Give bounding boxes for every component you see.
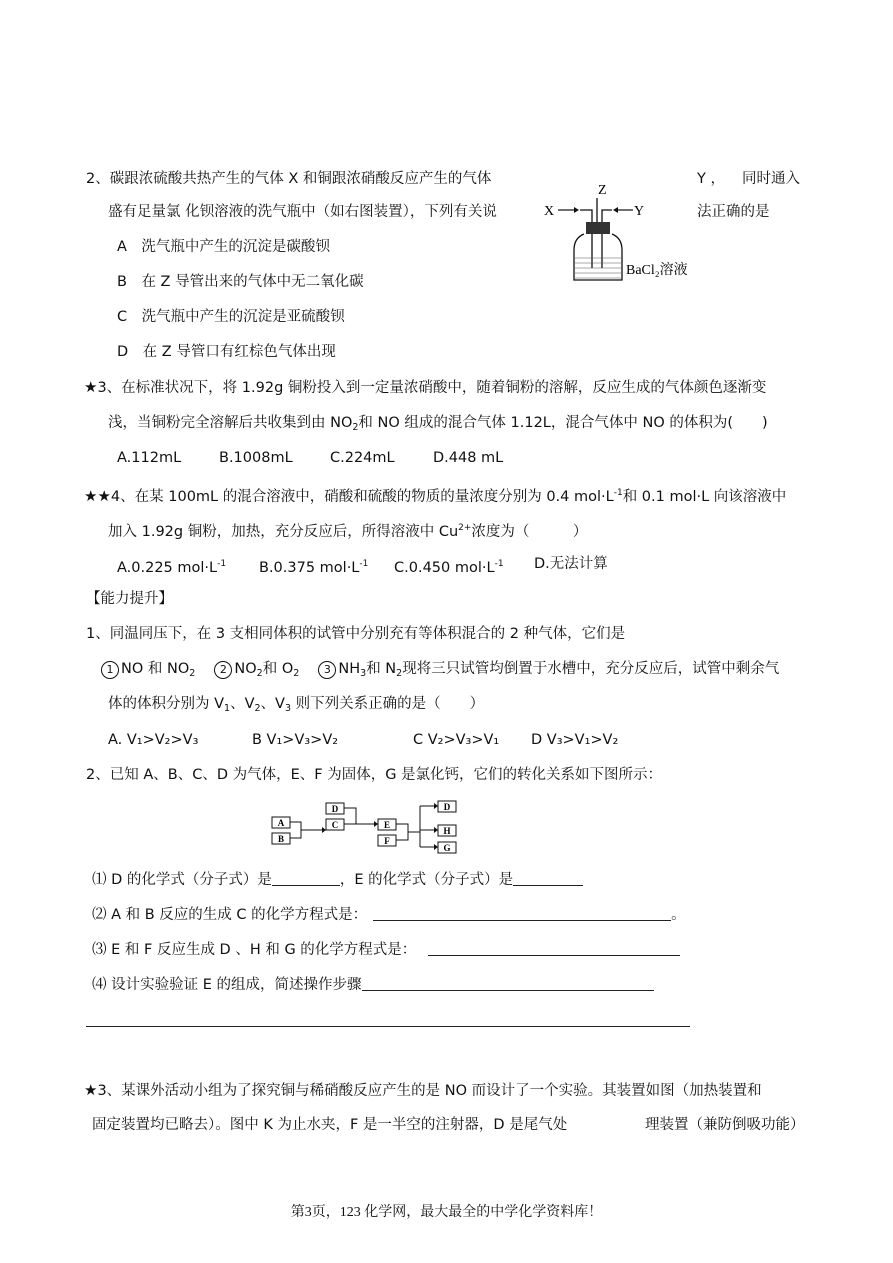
q3-option-d: D.448 mL	[433, 450, 504, 466]
solution-label: BaCl₂溶液	[626, 263, 688, 278]
box-f: F	[384, 836, 390, 846]
box-g: G	[443, 843, 451, 853]
label-y: Y	[634, 204, 645, 219]
p1-option-b: B V₁>V₃>V₂	[252, 732, 339, 748]
answer-line	[86, 1026, 690, 1027]
q3-option-c: C.224mL	[330, 450, 395, 466]
p2-sub3: ⑶ E 和 F 反应生成 D 、H 和 G 的化学方程式是：	[92, 940, 680, 960]
q4-option-a: A.0.225 $mol\cdot L^{-1}$	[117, 559, 227, 576]
q3-option-a: A.112mL	[117, 450, 182, 466]
p2-sub4: ⑷ 设计实验验证 E 的组成，简述操作步骤	[92, 975, 654, 995]
box-e: E	[383, 820, 391, 830]
p1-option-d: D V₃>V₁>V₂	[531, 732, 619, 748]
q2-line2: 盛有足量氯 化钡溶液的洗气瓶中（如右图装置），下列有关说	[108, 204, 497, 220]
p3-line1: ★3、某课外活动小组为了探究铜与稀硝酸反应产生的是 NO 而设计了一个实验。其装置如图（加热装置和	[84, 1081, 762, 1099]
page-footer: 第3页，123 化学网，最大最全的中学化学资料库！	[290, 1205, 603, 1220]
box-h: H	[443, 826, 451, 836]
p2-line1: 2、已知 A、B、C、D 为气体，E、F 为固体，G 是氯化钙，它们的转化关系如下图所示：	[86, 767, 663, 783]
q4-line2: 加入 1.92g 铜粉，加热，充分反应后，所得溶液中 $Cu^{2+}$浓度为（ ）	[108, 523, 588, 540]
box-d1: D	[331, 804, 339, 814]
q2-option-c: C 洗气瓶中产生的沉淀是亚硫酸钡	[117, 309, 345, 325]
q2-option-b: B 在 Z 导管出来的气体中无二氧化碳	[117, 274, 364, 290]
p2-sub2: ⑵ A 和 B 反应的生成 C 的化学方程式是： 。	[92, 907, 686, 923]
q2-line1: 2、碳跟浓硫酸共热产生的气体 X 和铜跟浓硝酸反应产生的气体	[86, 171, 492, 187]
q4-line1: ★★4、在某 100mL 的混合溶液中，硝酸和硫酸的物质的量浓度分别为 0.4 $mol\cdot L^{-1}$和 0.1 mol·L 向该溶液中	[84, 487, 787, 505]
q2-option-a: A 洗气瓶中产生的沉淀是碳酸钡	[117, 239, 330, 255]
wash-bottle-apparatus	[540, 180, 700, 290]
q4-option-c: C.0.450 $mol\cdot L^{-1}$	[394, 559, 504, 576]
p1-option-a: A. V₁>V₂>V₃	[108, 732, 199, 748]
q2-option-d: D 在 Z 导管口有红棕色气体出现	[117, 344, 336, 360]
section-heading: 【能力提升】	[86, 591, 173, 607]
box-a: A	[277, 818, 285, 828]
q3-line2: 浅，当铜粉完全溶解后共收集到由 $NO_2$和 NO 组成的混合气体 1.12L，混合气体中 NO 的体积为( )	[108, 415, 768, 433]
q4-option-d: D.无法计算	[534, 556, 608, 572]
p1-line1: 1、同温同压下，在 3 支相同体积的试管中分别充有等体积混合的 2 种气体，它们是	[86, 626, 626, 642]
box-c: C	[331, 820, 339, 830]
label-z: Z	[598, 183, 607, 198]
box-d2: D	[443, 802, 451, 812]
p1-line3: 体的体积分别为 $V_1$、$V_2$、$V_3$ 则下列关系正确的是（ ）	[108, 696, 485, 714]
p1-option-c: C V₂>V₃>V₁	[413, 732, 500, 748]
q2-line1-end: 同时通入	[742, 171, 800, 187]
p1-line2: 1 NO 和 $NO_2$ 2 $NO_2$和 $O_2$ 3 $NH_3$和 $N_2$现将三只试管均倒置于水槽中，充分反应后，试管中剩余气	[101, 659, 779, 684]
box-b: B	[277, 834, 285, 844]
q4-option-b: B.0.375 $mol\cdot L^{-1}$	[259, 559, 369, 576]
p3-line2-end: 理装置（兼防倒吸功能）	[645, 1117, 805, 1133]
conversion-flow-diagram	[268, 797, 468, 859]
p3-line2: 固定装置均已略去）。图中 K 为止水夹，F 是一半空的注射器，D 是尾气处	[92, 1117, 568, 1133]
q3-line1: ★3、在标准状况下，将 1.92g 铜粉投入到一定量浓硝酸中，随着铜粉的溶解，反应生成的气体颜色逐渐变	[84, 378, 767, 396]
q2-line2-end: 法正确的是	[697, 204, 770, 220]
label-x: X	[544, 204, 555, 219]
q2-line1-y: Y ，	[697, 171, 725, 187]
p2-sub1: ⑴ D 的化学式（分子式）是 ，E 的化学式（分子式）是	[92, 870, 583, 890]
q3-option-b: B.1008mL	[219, 450, 293, 466]
